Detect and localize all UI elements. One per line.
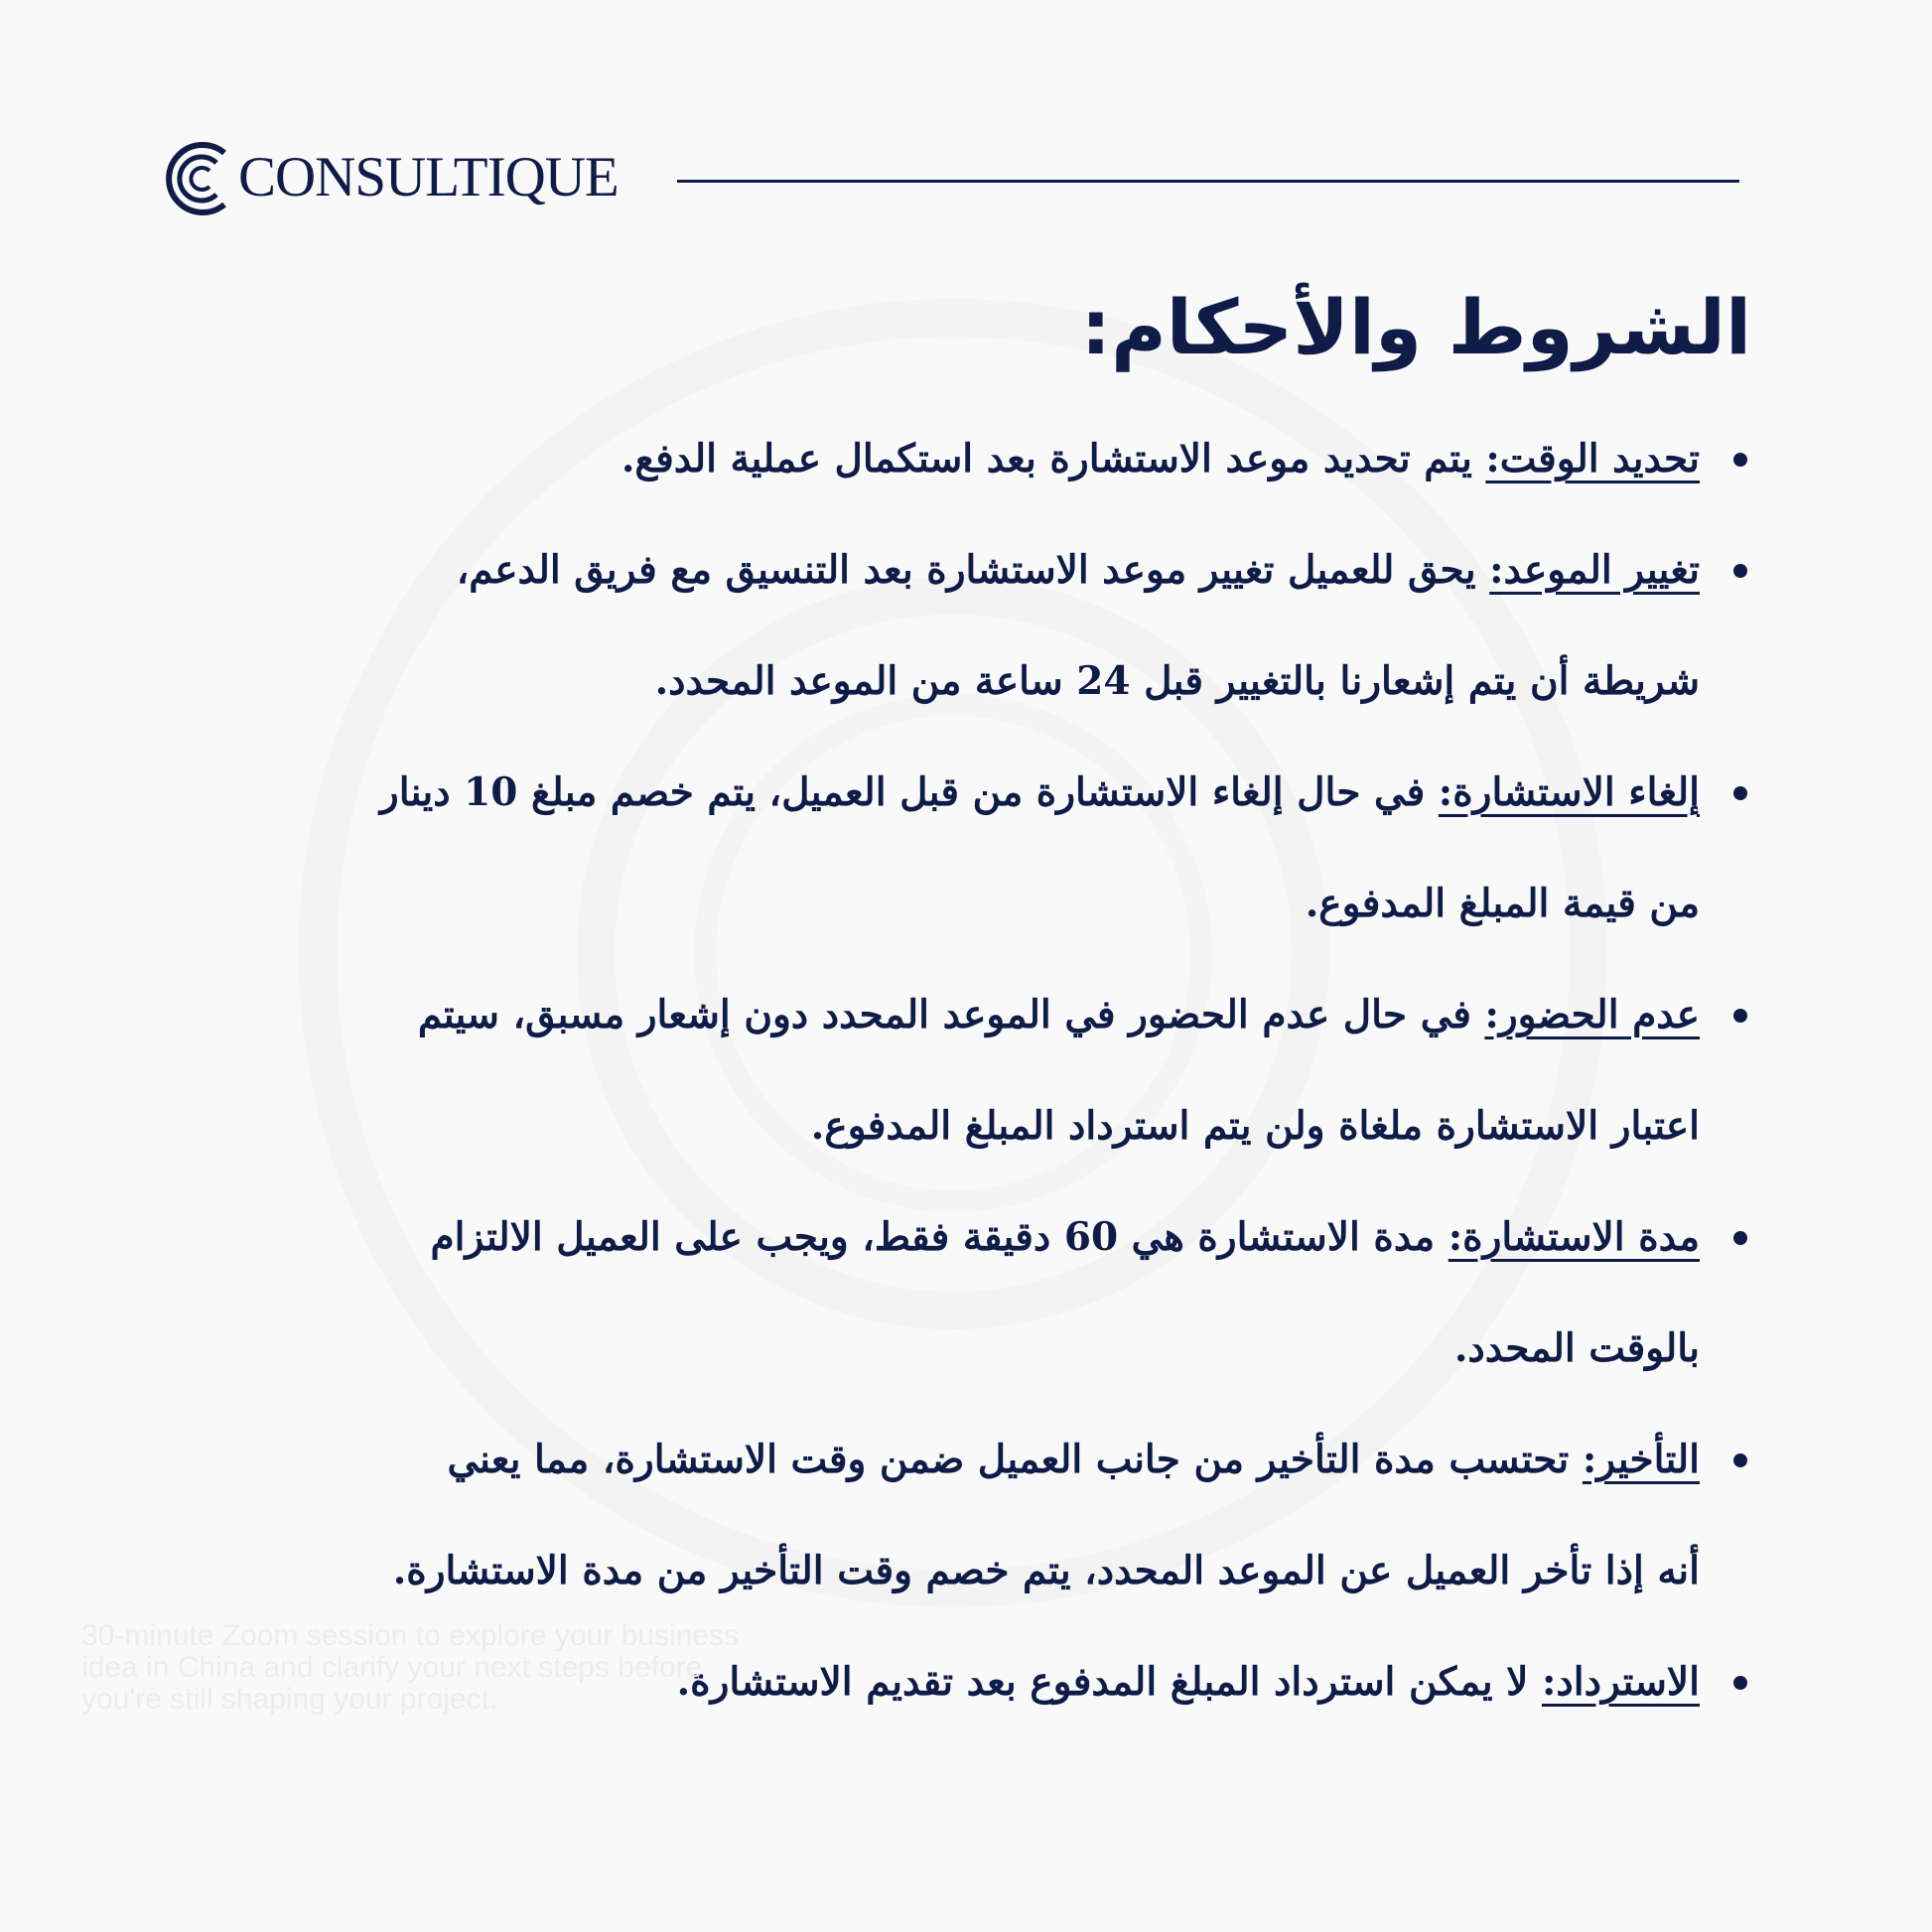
term-text: مدة الاستشارة هي 60 دقيقة فقط، ويجب على العميل الالتزام — [430, 1214, 1449, 1260]
bullet-marker — [1733, 453, 1747, 467]
term-continuation: أنه إذا تأخر العميل عن الموعد المحدد، يتم خصم وقت التأخير من مدة الاستشارة. — [392, 1548, 1700, 1593]
term-continuation: اعتبار الاستشارة ملغاة ولن يتم استرداد المبلغ المدفوع. — [810, 1103, 1700, 1149]
bullet-marker — [1733, 786, 1747, 800]
background-caption: 30-minute Zoom session to explore your business idea in China and clarify your next steps before you're still shaping your project. — [81, 1619, 739, 1716]
term-text: في حال عدم الحضور في الموعد المحدد دون إشعار مسبق، سيتم — [417, 992, 1485, 1037]
term-text: في حال إلغاء الاستشارة من قبل العميل، يتم خصم مبلغ 10 دينار — [379, 769, 1439, 815]
term-text: لا يمكن استرداد المبلغ المدفوع بعد تقديم الاستشارة. — [676, 1659, 1542, 1705]
term-label: التأخير: — [1582, 1437, 1700, 1482]
bullet-marker — [1733, 1453, 1747, 1467]
brand-wordmark: CONSULTIQUE — [238, 146, 619, 208]
term-label: مدة الاستشارة: — [1448, 1214, 1700, 1260]
term-text: تحتسب مدة التأخير من جانب العميل ضمن وقت الاستشارة، مما يعني — [447, 1437, 1583, 1482]
term-label: تحديد الوقت: — [1485, 436, 1700, 482]
bullet-marker — [1733, 1009, 1747, 1023]
bullet-marker — [1733, 1231, 1747, 1245]
term-label: تغيير الموعد: — [1489, 547, 1700, 593]
page-title: الشروط والأحكام: — [1080, 283, 1751, 371]
term-continuation: من قيمة المبلغ المدفوع. — [1305, 881, 1700, 926]
term-text: يحق للعميل تغيير موعد الاستشارة بعد التنسيق مع فريق الدعم، — [456, 547, 1490, 593]
term-label: الاسترداد: — [1541, 1659, 1700, 1705]
term-label: عدم الحضور: — [1484, 992, 1700, 1037]
bullet-marker — [1733, 564, 1747, 578]
term-text: يتم تحديد موعد الاستشارة بعد استكمال عملية الدفع. — [621, 436, 1486, 482]
bullet-marker — [1733, 1676, 1747, 1690]
term-label: إلغاء الاستشارة: — [1438, 769, 1700, 815]
term-continuation: شريطة أن يتم إشعارنا بالتغيير قبل 24 ساعة من الموعد المحدد. — [654, 658, 1700, 704]
term-continuation: بالوقت المحدد. — [1453, 1325, 1700, 1371]
